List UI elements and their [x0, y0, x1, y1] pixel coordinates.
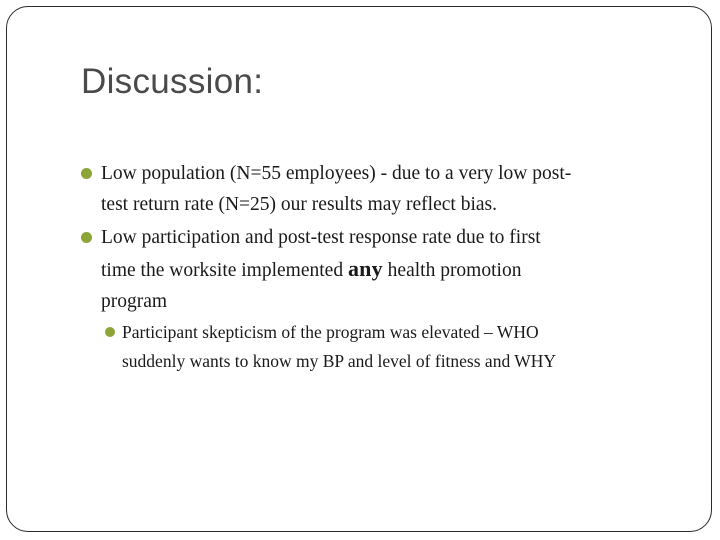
- sub-bullet-skepticism: [122, 318, 556, 376]
- bullet-dot-icon: [81, 232, 92, 243]
- bullet-line: suddenly wants to know my BP and level of fitness and WHY: [122, 351, 557, 371]
- bullet-dot-icon: [81, 168, 92, 179]
- bullet-line: Participant skepticism of the program was elevated – WHO: [122, 322, 539, 342]
- bullet-text: health promotion: [382, 260, 522, 281]
- bullet-line: program: [101, 291, 168, 312]
- bullet-line: test return rate (N=25) our results may reflect bias.: [101, 194, 497, 215]
- bullet-line: [101, 253, 541, 286]
- emphasis-word: any: [347, 256, 383, 281]
- bullet-line: Low participation and post-test response rate due to first: [101, 227, 541, 248]
- bullet-line: Low population (N=55 employees) - due to a very low post-: [101, 163, 572, 184]
- bullet-text: time the worksite implemented: [101, 260, 348, 281]
- bullet-low-participation: [101, 222, 541, 317]
- bullet-dot-icon: [105, 327, 115, 337]
- bullet-low-population: [101, 158, 571, 220]
- slide-title: Discussion:: [81, 62, 264, 101]
